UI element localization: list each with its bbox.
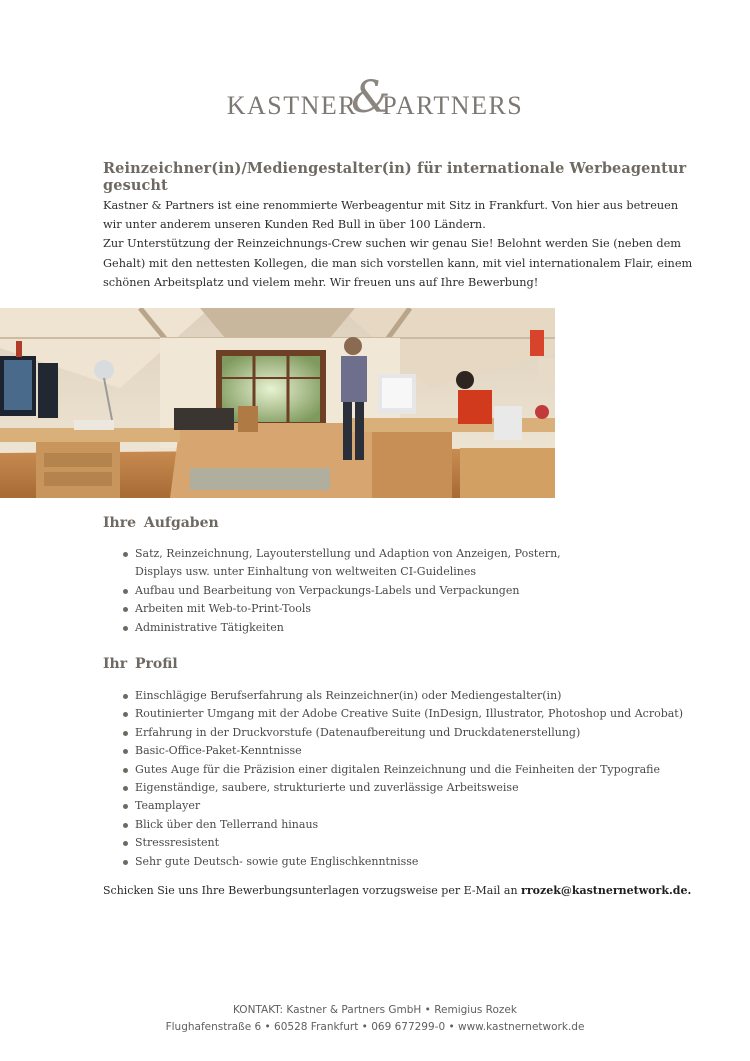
tasks-list <box>122 545 561 637</box>
logo-text-left: KASTNER <box>226 91 358 120</box>
job-title: Reinzeichner(in)/Mediengestalter(in) für internationale Werbeagentur gesucht <box>103 160 687 194</box>
profile-list <box>122 687 683 871</box>
list-item: Erfahrung in der Druckvorstufe (Datenaufbereitung und Druckdatenerstellung) <box>122 724 683 742</box>
list-item: Einschlägige Berufserfahrung als Reinzeichner(in) oder Mediengestalter(in) <box>122 687 683 705</box>
list-item: Gutes Auge für die Präzision einer digitalen Reinzeichnung und die Feinheiten der Typografie <box>122 761 683 779</box>
logo-ampersand: & <box>351 72 391 123</box>
list-item: Sehr gute Deutsch- sowie gute Englischkenntnisse <box>122 853 683 871</box>
application-cta <box>103 884 691 897</box>
intro-paragraph-1: Kastner & Partners ist eine renommierte Werbeagentur mit Sitz in Frankfurt. Von hier aus betreuen wir unter anderem unseren Kunden Red Bull in über 100 Ländern. <box>103 199 679 232</box>
list-item: Routinierter Umgang mit der Adobe Creative Suite (InDesign, Illustrator, Photoshop und Acrobat) <box>122 705 683 723</box>
office-photo <box>0 308 555 498</box>
footer-address-line: Flughafenstraße 6 • 60528 Frankfurt • 069 677299-0 • www.kastnernetwork.de <box>165 1021 585 1033</box>
footer-contact-line: KONTAKT: Kastner & Partners GmbH • Remigius Rozek <box>233 1004 517 1016</box>
list-item: Satz, Reinzeichnung, Layouterstellung und Adaption von Anzeigen, Postern, <box>122 545 561 563</box>
contact-email-link[interactable]: rrozek@kastnernetwork.de. <box>521 884 692 897</box>
list-item: Blick über den Tellerrand hinaus <box>122 816 683 834</box>
tasks-heading: Ihre Aufgaben <box>103 515 219 531</box>
list-item: Teamplayer <box>122 797 683 815</box>
list-item: Stressresistent <box>122 834 683 852</box>
intro-paragraph-2: Zur Unterstützung der Reinzeichnungs-Crew suchen wir genau Sie! Belohnt werden Sie (neben dem Gehalt) mit den nettesten Kollegen, die man sich vorstellen kann, mit viel internationalem Flair, einem schönen Arbeitsplatz und vielem mehr. Wir freuen uns auf Ihre Bewerbung! <box>103 237 693 289</box>
list-item: Arbeiten mit Web-to-Print-Tools <box>122 600 561 618</box>
list-item-continuation: Displays usw. unter Einhaltung von weltweiten CI-Guidelines <box>135 565 476 579</box>
list-item: Aufbau und Bearbeitung von Verpackungs-Labels und Verpackungen <box>122 582 561 600</box>
list-item: Administrative Tätigkeiten <box>122 619 561 637</box>
profile-heading: Ihr Profil <box>103 656 178 672</box>
list-item: Basic-Office-Paket-Kenntnisse <box>122 742 683 760</box>
intro-text <box>103 196 693 292</box>
list-item: Eigenständige, saubere, strukturierte und zuverlässige Arbeitsweise <box>122 779 683 797</box>
cta-text: Schicken Sie uns Ihre Bewerbungsunterlagen vorzugsweise per E-Mail an <box>103 884 522 897</box>
logo-text-right: PARTNERS <box>382 91 524 120</box>
company-logo <box>0 64 750 123</box>
